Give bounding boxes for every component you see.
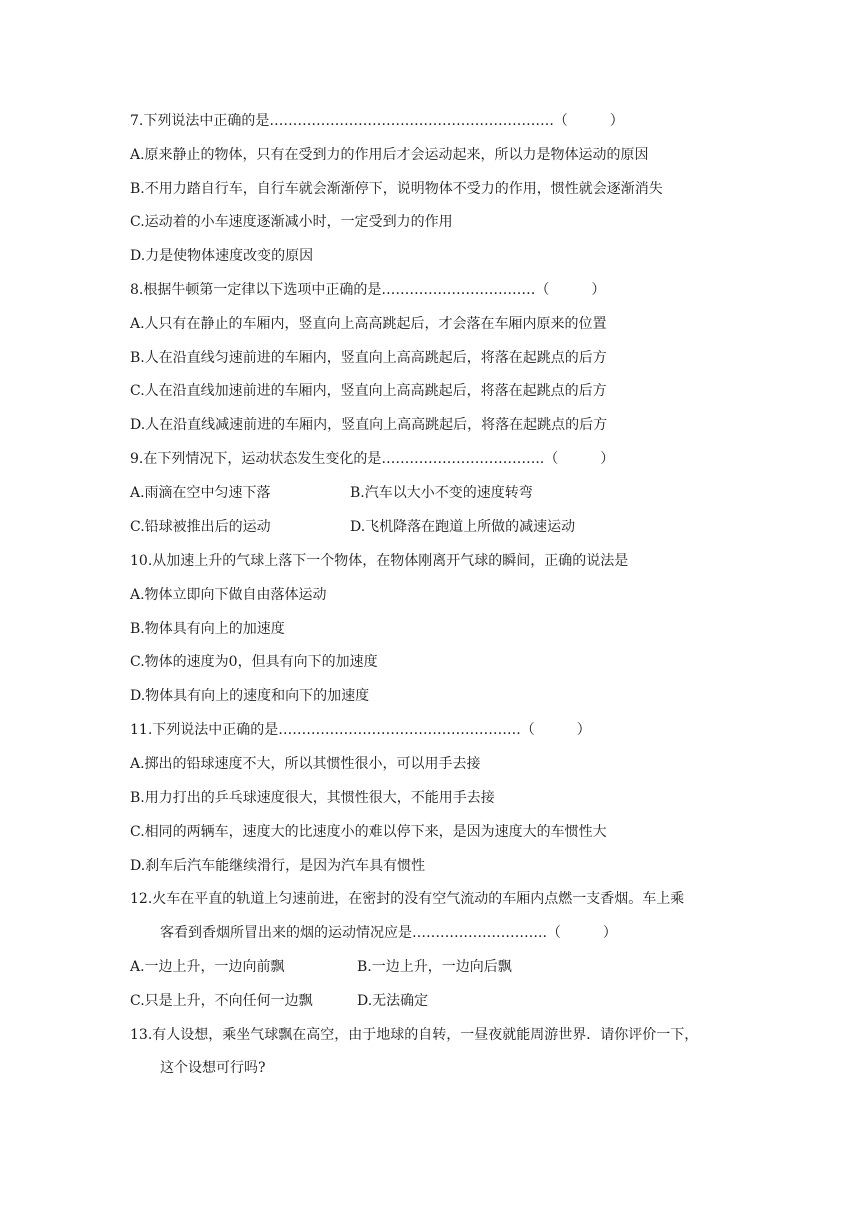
q9-option-d: D.飞机降落在跑道上所做的减速运动 bbox=[350, 519, 576, 535]
q12-option-d: D.无法确定 bbox=[357, 993, 429, 1009]
q7-option-a: A.原来静止的物体，只有在受到力的作用后才会运动起来，所以力是物体运动的原因 bbox=[130, 147, 649, 163]
q11-option-c: C.相同的两辆车，速度大的比速度小的难以停下来，是因为速度大的车惯性大 bbox=[130, 824, 607, 840]
q7-option-b: B.不用力踏自行车，自行车就会渐渐停下，说明物体不受力的作用，惯性就会逐渐消失 bbox=[130, 181, 663, 197]
q8-option-d: D.人在沿直线减速前进的车厢内，竖直向上高高跳起后，将落在起跳点的后方 bbox=[130, 417, 608, 433]
q7-option-c: C.运动着的小车速度逐渐减小时，一定受到力的作用 bbox=[130, 214, 453, 230]
q8-option-b: B.人在沿直线匀速前进的车厢内，竖直向上高高跳起后，将落在起跳点的后方 bbox=[130, 350, 607, 366]
q12-option-c: C.只是上升，不向任何一边飘 bbox=[130, 993, 313, 1009]
q8-option-c: C.人在沿直线加速前进的车厢内，竖直向上高高跳起后，将落在起跳点的后方 bbox=[130, 383, 607, 399]
q13-stem-line2: 这个设想可行吗? bbox=[160, 1060, 266, 1076]
q8-option-a: A.人只有在静止的车厢内，竖直向上高高跳起后，才会落在车厢内原来的位置 bbox=[130, 316, 607, 332]
q11-option-b: B.用力打出的乒乓球速度很大，其惯性很大，不能用手去接 bbox=[130, 790, 495, 806]
q10-option-a: A.物体立即向下做自由落体运动 bbox=[130, 587, 327, 603]
q10-option-c: C.物体的速度为0，但具有向下的加速度 bbox=[130, 654, 378, 670]
q10-option-d: D.物体具有向上的速度和向下的加速度 bbox=[130, 688, 370, 704]
q10-stem: 10.从加速上升的气球上落下一个物体，在物体刚离开气球的瞬间，正确的说法是 bbox=[130, 553, 629, 569]
q10-option-b: B.物体具有向上的加速度 bbox=[130, 621, 285, 637]
q7-option-d: D.力是使物体速度改变的原因 bbox=[130, 248, 314, 264]
q12-option-b: B.一边上升，一边向后飘 bbox=[357, 959, 512, 975]
q9-option-b: B.汽车以大小不变的速度转弯 bbox=[350, 485, 533, 501]
q13-stem-line1: 13.有人设想，乘坐气球飘在高空，由于地球的自转，一昼夜就能周游世界．请你评价一下， bbox=[130, 1027, 699, 1043]
q11-option-d: D.刹车后汽车能继续滑行，是因为汽车具有惯性 bbox=[130, 858, 426, 874]
q12-stem-line1: 12.火车在平直的轨道上匀速前进，在密封的没有空气流动的车厢内点燃一支香烟。车上乘 bbox=[130, 891, 685, 907]
q11-stem: 11.下列说法中正确的是…………………………………………….（ ） bbox=[130, 722, 591, 738]
q12-option-a: A.一边上升，一边向前飘 bbox=[130, 959, 285, 975]
q9-option-c: C.铅球被推出后的运动 bbox=[130, 519, 271, 535]
q9-stem: 9.在下列情况下，运动状态发生变化的是……………………………..（ ） bbox=[130, 451, 615, 467]
q7-stem: 7.下列说法中正确的是…………………………………………………….（ ） bbox=[130, 113, 624, 129]
q9-option-a: A.雨滴在空中匀速下落 bbox=[130, 485, 271, 501]
q11-option-a: A.掷出的铅球速度不大，所以其惯性很小，可以用手去接 bbox=[130, 756, 481, 772]
q12-stem-line2: 客看到香烟所冒出来的烟的运动情况应是………………………..（ ） bbox=[160, 925, 617, 941]
q8-stem: 8.根据牛顿第一定律以下选项中正确的是……………………………（ ） bbox=[130, 282, 606, 298]
